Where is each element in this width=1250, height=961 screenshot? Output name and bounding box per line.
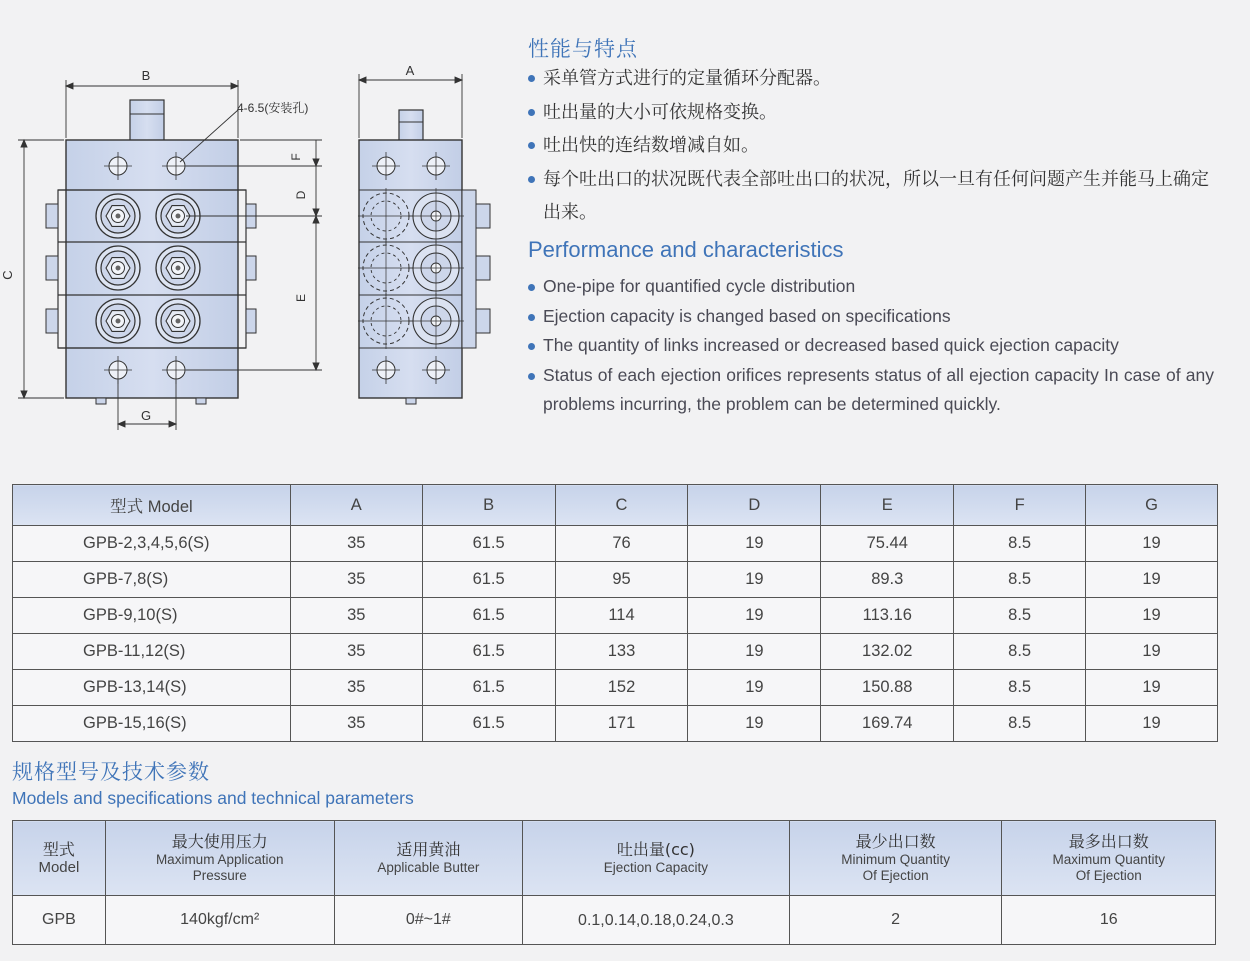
header-g: G xyxy=(1086,485,1218,526)
cell: 150.88 xyxy=(821,670,954,706)
spec-title-en: Models and specifications and technical parameters xyxy=(12,788,414,808)
table-row xyxy=(13,526,1218,562)
cell: 19 xyxy=(688,670,821,706)
header-model: 型式 Model xyxy=(13,485,291,526)
front-view xyxy=(46,100,256,404)
feature-item-cn: 采单管方式进行的定量循环分配器。 xyxy=(526,62,1226,96)
cell: 89.3 xyxy=(821,562,954,598)
table-row xyxy=(13,634,1218,670)
cell: 8.5 xyxy=(954,706,1086,742)
header-model-cn: 型式 xyxy=(42,840,75,859)
cell: 61.5 xyxy=(422,598,555,634)
cell-model: GPB-11,12(S) xyxy=(13,634,291,670)
cell: 19 xyxy=(688,526,821,562)
features-title-cn: 性能与特点 xyxy=(528,37,638,61)
features-list-cn xyxy=(526,62,1226,230)
cell: 19 xyxy=(1086,634,1218,670)
cell: 76 xyxy=(555,526,688,562)
cell: 152 xyxy=(555,670,688,706)
technical-drawings xyxy=(0,0,510,470)
cell: 19 xyxy=(1086,706,1218,742)
cell: 19 xyxy=(1086,526,1218,562)
cell-model: GPB-9,10(S) xyxy=(13,598,291,634)
feature-item-cn: 吐出量的大小可依规格变换。 xyxy=(526,96,1226,130)
cell: 19 xyxy=(1086,670,1218,706)
table-row xyxy=(13,896,1216,945)
cell: 35 xyxy=(290,670,422,706)
cell: 35 xyxy=(290,634,422,670)
header-model-en: Model xyxy=(38,859,80,876)
cell-min-ejection: 2 xyxy=(789,896,1002,945)
dim-label-b: B xyxy=(141,68,151,83)
cell: 75.44 xyxy=(821,526,954,562)
distributor-drawing xyxy=(0,0,510,470)
cell-model: GPB-15,16(S) xyxy=(13,706,291,742)
header-a: A xyxy=(290,485,422,526)
cell: 35 xyxy=(290,562,422,598)
cell: 35 xyxy=(290,598,422,634)
table-header-row xyxy=(13,485,1218,526)
dim-label-e: E xyxy=(294,293,308,303)
cell: 8.5 xyxy=(954,670,1086,706)
cell: 8.5 xyxy=(954,634,1086,670)
header-capacity-cn: 吐出量(cc) xyxy=(616,840,695,859)
cell-model: GPB-2,3,4,5,6(S) xyxy=(13,526,291,562)
cell: 19 xyxy=(688,562,821,598)
header-pressure xyxy=(105,821,334,896)
features-title-en: Performance and characteristics xyxy=(528,237,844,262)
feature-item-en: The quantity of links increased or decreased based quick ejection capacity xyxy=(526,331,1214,361)
table-row xyxy=(13,562,1218,598)
dimensions-table xyxy=(12,484,1218,742)
cell: 19 xyxy=(1086,562,1218,598)
mounting-hole-note: 4-6.5(安装孔) xyxy=(237,101,309,115)
feature-item-en: Ejection capacity is changed based on specifications xyxy=(526,302,1214,332)
cell: 132.02 xyxy=(821,634,954,670)
cell: 61.5 xyxy=(422,706,555,742)
table-row xyxy=(13,706,1218,742)
table-row xyxy=(13,670,1218,706)
cell: 61.5 xyxy=(422,526,555,562)
dim-label-d: D xyxy=(294,190,308,200)
cell: 35 xyxy=(290,526,422,562)
features-list-en xyxy=(526,272,1214,420)
spec-table xyxy=(12,820,1216,945)
header-min-ejection-cn: 最少出口数 xyxy=(855,832,936,851)
cell: 19 xyxy=(688,706,821,742)
cell: 113.16 xyxy=(821,598,954,634)
cell: 19 xyxy=(688,598,821,634)
cell: 8.5 xyxy=(954,526,1086,562)
feature-item-cn: 吐出快的连结数增减自如。 xyxy=(526,129,1226,163)
header-pressure-cn: 最大使用压力 xyxy=(171,832,268,851)
header-min-ejection xyxy=(789,821,1002,896)
cell: 95 xyxy=(555,562,688,598)
feature-item-cn: 每个吐出口的状况既代表全部吐出口的状况，所以一旦有任何问题产生并能马上确定出来。 xyxy=(526,163,1226,230)
cell: 61.5 xyxy=(422,562,555,598)
header-butter xyxy=(334,821,522,896)
cell-butter: 0#~1# xyxy=(334,896,522,945)
header-c: C xyxy=(555,485,688,526)
cell-pressure: 140kgf/cm² xyxy=(105,896,334,945)
cell: 133 xyxy=(555,634,688,670)
cell-model: GPB xyxy=(13,896,106,945)
cell-max-ejection: 16 xyxy=(1002,896,1216,945)
dim-label-c: C xyxy=(0,270,15,280)
side-view xyxy=(358,110,490,404)
feature-item-en: One-pipe for quantified cycle distribution xyxy=(526,272,1214,302)
header-capacity-en: Ejection Capacity xyxy=(603,860,709,875)
header-max-ejection xyxy=(1002,821,1216,896)
header-butter-en: Applicable Butter xyxy=(377,860,480,875)
header-d: D xyxy=(688,485,821,526)
table-header-row xyxy=(13,821,1216,896)
header-e: E xyxy=(821,485,954,526)
cell-model: GPB-13,14(S) xyxy=(13,670,291,706)
cell: 171 xyxy=(555,706,688,742)
cell: 61.5 xyxy=(422,670,555,706)
header-min-ejection-en: Minimum Quantity Of Ejection xyxy=(841,852,950,883)
dim-label-f: F xyxy=(289,153,303,161)
cell: 61.5 xyxy=(422,634,555,670)
cell: 169.74 xyxy=(821,706,954,742)
cell-model: GPB-7,8(S) xyxy=(13,562,291,598)
header-b: B xyxy=(422,485,555,526)
dim-label-a: A xyxy=(405,63,415,78)
header-max-ejection-cn: 最多出口数 xyxy=(1068,832,1149,851)
header-capacity xyxy=(523,821,790,896)
cell: 8.5 xyxy=(954,562,1086,598)
cell: 19 xyxy=(1086,598,1218,634)
header-max-ejection-en: Maximum Quantity Of Ejection xyxy=(1052,852,1165,883)
dim-label-g: G xyxy=(140,408,152,423)
header-pressure-en: Maximum Application Pressure xyxy=(155,852,284,883)
spec-title-cn: 规格型号及技术参数 xyxy=(12,760,210,784)
cell: 114 xyxy=(555,598,688,634)
cell: 35 xyxy=(290,706,422,742)
header-butter-cn: 适用黄油 xyxy=(396,840,461,859)
cell-capacity: 0.1,0.14,0.18,0.24,0.3 xyxy=(523,896,790,945)
cell: 8.5 xyxy=(954,598,1086,634)
header-model xyxy=(13,821,106,896)
header-f: F xyxy=(954,485,1086,526)
cell: 19 xyxy=(688,634,821,670)
feature-item-en: Status of each ejection orifices represents status of all ejection capacity In case of any problems incurring, the problem can be determined quickly. xyxy=(526,361,1214,420)
table-row xyxy=(13,598,1218,634)
